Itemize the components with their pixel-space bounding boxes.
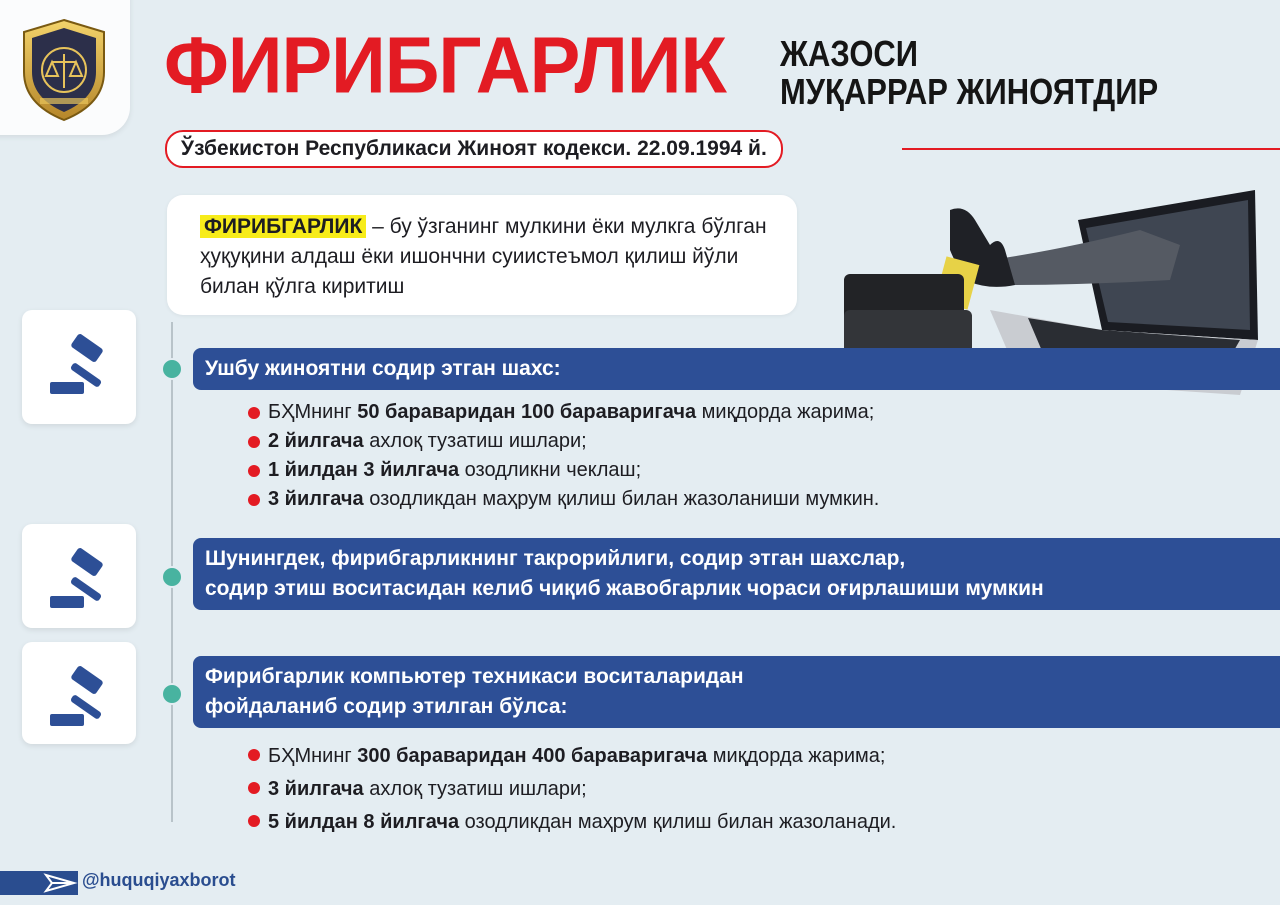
section-1-title: Ушбу жиноятни содир этган шахс: [193,348,1280,390]
list-item: 3 йилгача ахлоқ тузатиш ишлари; [248,773,896,806]
section-2-title [193,538,1280,610]
section-3-title-line-2: фойдаланиб содир этилган бўлса: [205,695,568,718]
section-2-title-line-2: содир этиш воситасидан келиб чиқиб жавобгарлик чораси оғирлашиши мумкин [205,577,1044,600]
telegram-icon [0,871,78,895]
list-item: БҲМнинг 50 бараваридан 100 бараваригача миқдорда жарима; [248,398,879,427]
subtitle-line-1: ЖАЗОСИ [780,33,919,74]
section-3-list [248,740,896,839]
section-3-title [193,656,1280,728]
footer-bar [0,871,78,895]
gavel-card-2 [22,524,136,628]
headline: ФИРИБГАРЛИК [164,20,726,111]
section-3-title-line-1: Фирибгарлик компьютер техникаси воситаларидан [205,665,744,688]
subtitle [780,35,1158,111]
gavel-icon [44,332,114,402]
list-item: 1 йилдан 3 йилгача озодликни чеклаш; [248,456,879,485]
definition-term: ФИРИБГАРЛИК [200,215,366,238]
section-2-title-line-1: Шунингдек, фирибгарликнинг такрорийлиги, содир этган шахслар, [205,547,906,570]
timeline-dot-1 [161,358,183,380]
definition-text [200,212,790,302]
social-handle[interactable]: @huquqiyaxborot [82,870,236,890]
gavel-icon [44,546,114,616]
gavel-icon [44,664,114,734]
gavel-card-1 [22,310,136,424]
list-item: 2 йилгача ахлоқ тузатиш ишлари; [248,427,879,456]
definition-body: – бу ўзганинг мулкини ёки мулкга бўлган ҳуқуқини алдаш ёки ишончни суиистеъмол қилиш йўли билан қўлга киритиш [200,215,767,298]
section-1-list [248,398,879,514]
divider-line [902,148,1280,150]
timeline-dot-3 [161,683,183,705]
criminal-code-reference: Ўзбекистон Республикаси Жиноят кодекси. 22.09.1994 й. [165,130,783,168]
list-item: БҲМнинг 300 бараваридан 400 бараваригача миқдорда жарима; [248,740,896,773]
ministry-emblem-logo [18,18,110,122]
subtitle-line-2: МУҚАРРАР ЖИНОЯТДИР [780,71,1159,112]
list-item: 3 йилгача озодликдан маҳрум қилиш билан жазоланиши мумкин. [248,485,879,514]
timeline-dot-2 [161,566,183,588]
list-item: 5 йилдан 8 йилгача озодликдан маҳрум қилиш билан жазоланади. [248,806,896,839]
gavel-card-3 [22,642,136,744]
